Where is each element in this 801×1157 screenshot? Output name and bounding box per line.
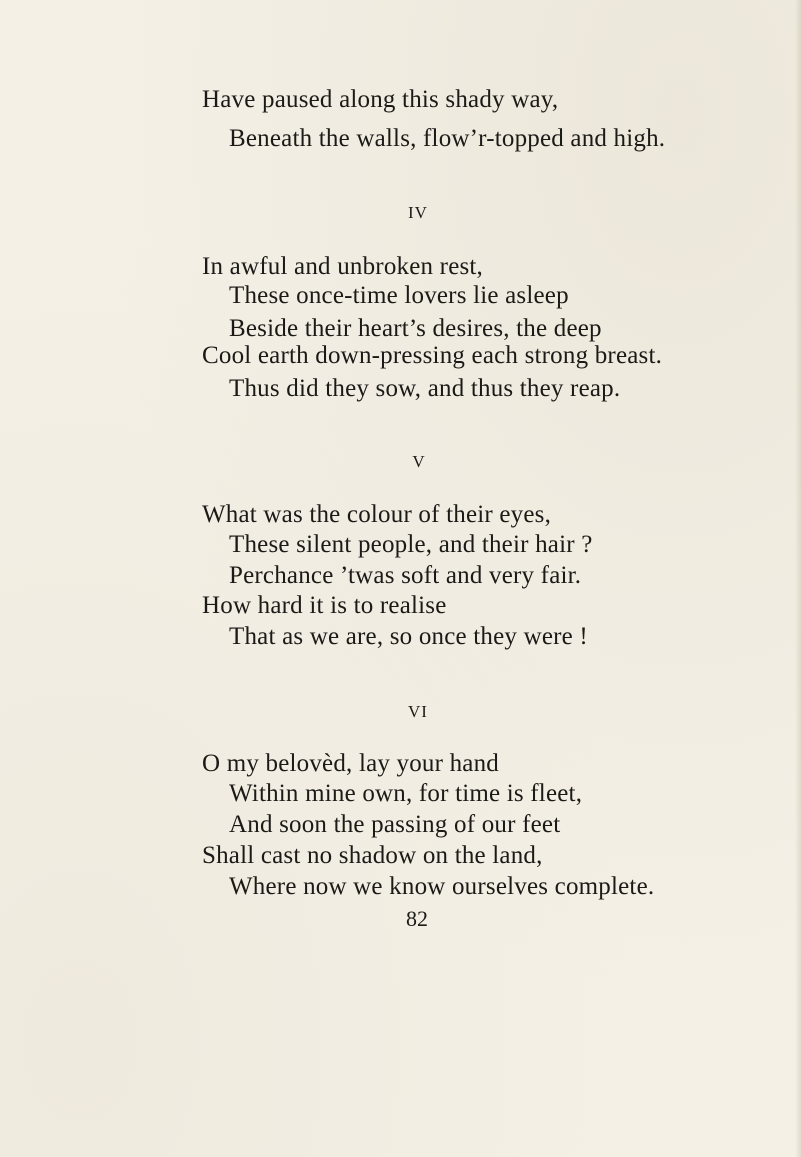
poem-line: O my belovèd, lay your hand: [202, 750, 500, 777]
page-number: 82: [406, 906, 428, 931]
poem-line: Shall cast no shadow on the land,: [202, 842, 543, 869]
stanza-numeral: IV: [408, 203, 428, 222]
stanza-numeral: V: [412, 452, 426, 471]
poem-line: Where now we know ourselves complete.: [229, 873, 655, 900]
poem-line: Cool earth down-pressing each strong breast.: [202, 342, 663, 369]
poem-line: Have paused along this shady way,: [202, 86, 559, 113]
poem-line: Within mine own, for time is fleet,: [229, 780, 583, 807]
poem-line: In awful and unbroken rest,: [202, 253, 484, 280]
poem-line: These once-time lovers lie asleep: [229, 282, 569, 309]
stanza-numeral: VI: [408, 702, 428, 721]
page-edge-shading: [795, 0, 801, 1157]
poem-line: How hard it is to realise: [202, 592, 447, 619]
poem-line: What was the colour of their eyes,: [202, 501, 552, 528]
poem-line: Beneath the walls, flow’r-topped and high.: [229, 125, 666, 152]
poem-line: Perchance ’twas soft and very fair.: [229, 562, 582, 589]
poem-line: That as we are, so once they were !: [229, 623, 588, 650]
poem-line: Beside their heart’s desires, the deep: [229, 315, 602, 342]
poem-line: And soon the passing of our feet: [229, 811, 561, 838]
poem-line: These silent people, and their hair ?: [229, 531, 593, 558]
poem-line: Thus did they sow, and thus they reap.: [229, 375, 621, 402]
